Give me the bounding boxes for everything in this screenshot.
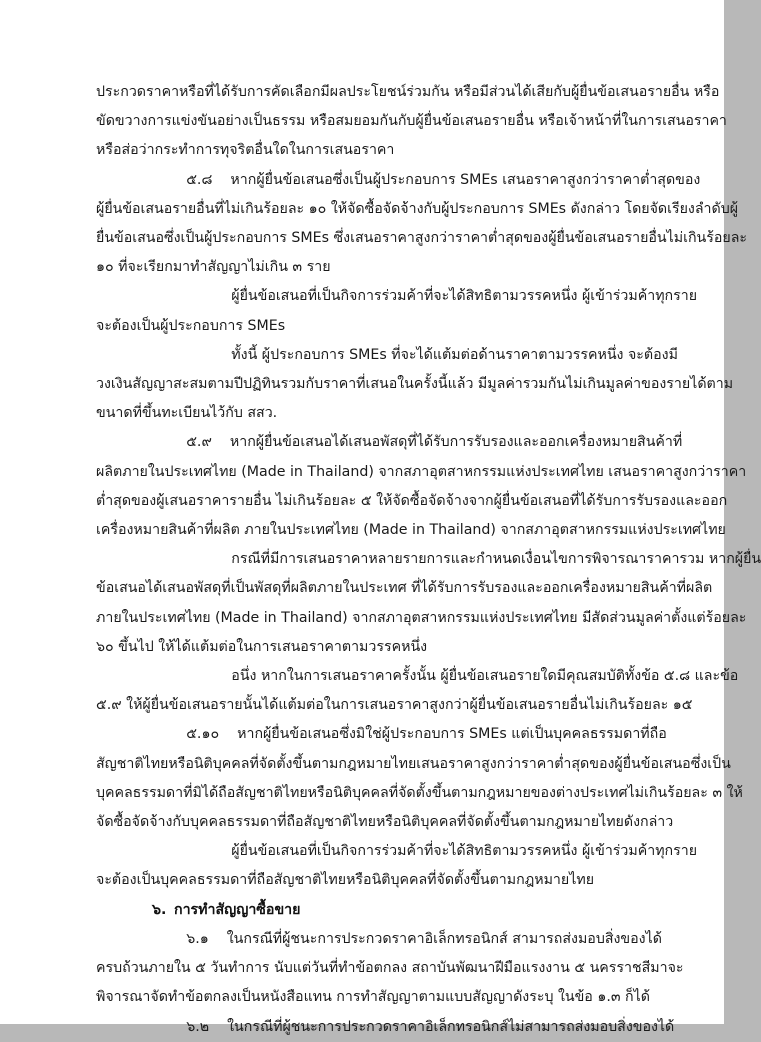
paragraph-line: ผู้ยื่นข้อเสนอที่เป็นกิจการร่วมค้าที่จะได้สิทธิตามวรรคหนึ่ง ผู้เข้าร่วมค้าทุกราย	[96, 843, 698, 860]
paragraph-line: สัญชาติไทยหรือนิติบุคคลที่จัดตั้งขึ้นตามกฎหมายไทยเสนอราคาสูงกว่าราคาต่ำสุดของผู้ยื่นข้อเสนอซึ่งเป็น	[96, 755, 731, 772]
paragraph-line: พิจารณาจัดทำข้อตกลงเป็นหนังสือแทน การทำสัญญาตามแบบสัญญาดังระบุ ในข้อ ๑.๓ ก็ได้	[96, 989, 650, 1006]
paragraph-line: กรณีที่มีการเสนอราคาหลายรายการและกำหนดเงื่อนไขการพิจารณาราคารวม หากผู้ยื่น	[96, 551, 761, 568]
paragraph-line: ๖.๒ ในกรณีที่ผู้ชนะการประกวดราคาอิเล็กทรอนิกส์ไม่สามารถส่งมอบสิ่งของได้	[96, 1018, 675, 1035]
paragraph-line: ต่ำสุดของผู้เสนอราคารายอื่น ไม่เกินร้อยละ ๕ ให้จัดซื้อจัดจ้างจากผู้ยื่นข้อเสนอที่ได้รับการรับรองและออก	[96, 492, 728, 509]
section-heading	[96, 896, 641, 925]
paragraph-line: ๖.๑ ในกรณีที่ผู้ชนะการประกวดราคาอิเล็กทรอนิกส์ สามารถส่งมอบสิ่งของได้	[96, 930, 662, 947]
paragraph-line: ข้อเสนอได้เสนอพัสดุที่เป็นพัสดุที่ผลิตภายในประเทศ ที่ได้รับการรับรองและออกเครื่องหมายสินค้าที่ผลิต	[96, 580, 713, 597]
section-heading-title: การทำสัญญาซื้อขาย	[174, 901, 301, 918]
paragraph-line: ผู้ยื่นข้อเสนอที่เป็นกิจการร่วมค้าที่จะได้สิทธิตามวรรคหนึ่ง ผู้เข้าร่วมค้าทุกราย	[96, 288, 698, 305]
paragraph-line: ๕.๑๐ หากผู้ยื่นข้อเสนอซึ่งมิใช่ผู้ประกอบการ SMEs แต่เป็นบุคคลธรรมดาที่ถือ	[96, 726, 667, 743]
paragraph-line: ขนาดที่ขึ้นทะเบียนไว้กับ สสว.	[96, 405, 278, 422]
document-body	[96, 78, 761, 1042]
section-heading-number: ๖.	[152, 901, 167, 918]
paragraph-line: บุคคลธรรมดาที่มิได้ถือสัญชาติไทยหรือนิติบุคคลที่จัดตั้งขึ้นตามกฎหมายของต่างประเทศไม่เกินร้อยละ ๓ ให้	[96, 784, 743, 801]
paragraph-line: ทั้งนี้ ผู้ประกอบการ SMEs ที่จะได้แต้มต่อด้านราคาตามวรรคหนึ่ง จะต้องมี	[96, 346, 678, 363]
paragraph-line: ประกวดราคาหรือที่ได้รับการคัดเลือกมีผลประโยชน์ร่วมกัน หรือมีส่วนได้เสียกับผู้ยื่นข้อเสนอรายอื่น หรือ	[96, 84, 720, 100]
paragraph-line: ผลิตภายในประเทศไทย (Made in Thailand) จากสภาอุตสาหกรรมแห่งประเทศไทย เสนอราคาสูงกว่าราคา	[96, 463, 747, 480]
paragraph-line: ๕.๙ ให้ผู้ยื่นข้อเสนอรายนั้นได้แต้มต่อในการเสนอราคาสูงกว่าผู้ยื่นข้อเสนอรายอื่นไม่เกินร้อยละ ๑๕	[96, 697, 693, 714]
paragraph-line: จะต้องเป็นบุคคลธรรมดาที่ถือสัญชาติไทยหรือนิติบุคคลที่จัดตั้งขึ้นตามกฎหมายไทย	[96, 872, 595, 889]
paragraph-line: วงเงินสัญญาสะสมตามปีปฏิทินรวมกับราคาที่เสนอในครั้งนี้แล้ว มีมูลค่ารวมกันไม่เกินมูลค่าของรายได้ตาม	[96, 376, 734, 393]
paragraph-line: จะต้องเป็นผู้ประกอบการ SMEs	[96, 317, 286, 334]
paragraph-line: ผู้ยื่นข้อเสนอรายอื่นที่ไม่เกินร้อยละ ๑๐ ให้จัดซื้อจัดจ้างกับผู้ประกอบการ SMEs ดังกล่าว โดยจัดเรียงลำดับผู้	[96, 200, 739, 217]
paragraph-line: ภายในประเทศไทย (Made in Thailand) จากสภาอุตสาหกรรมแห่งประเทศไทย มีสัดส่วนมูลค่าตั้งแต่ร้อยละ	[96, 609, 747, 626]
paragraph-line: เครื่องหมายสินค้าที่ผลิต ภายในประเทศไทย (Made in Thailand) จากสภาอุตสาหกรรมแห่งประเทศไทย	[96, 522, 726, 539]
paragraph-line: จัดซื้อจัดจ้างกับบุคคลธรรมดาที่ถือสัญชาติไทยหรือนิติบุคคลที่จัดตั้งขึ้นตามกฎหมายไทยดังกล่าว	[96, 814, 674, 831]
paragraph-line: หรือส่อว่ากระทำการทุจริตอื่นใดในการเสนอราคา	[96, 142, 395, 159]
paragraph-line: ๕.๙ หากผู้ยื่นข้อเสนอได้เสนอพัสดุที่ได้รับการรับรองและออกเครื่องหมายสินค้าที่	[96, 434, 683, 451]
paragraph-line: ๕.๘ หากผู้ยื่นข้อเสนอซึ่งเป็นผู้ประกอบการ SMEs เสนอราคาสูงกว่าราคาต่ำสุดของ	[96, 171, 701, 188]
paragraph-line: อนึ่ง หากในการเสนอราคาครั้งนั้น ผู้ยื่นข้อเสนอรายใดมีคุณสมบัติทั้งข้อ ๕.๘ และข้อ	[96, 668, 739, 685]
paragraph-line: ๑๐ ที่จะเรียกมาทำสัญญาไม่เกิน ๓ ราย	[96, 259, 331, 276]
paragraph-line: ขัดขวางการแข่งขันอย่างเป็นธรรม หรือสมยอมกันกับผู้ยื่นข้อเสนอรายอื่น หรือเจ้าหน้าที่ในการเสนอราคา	[96, 113, 727, 130]
paragraph-line: ยื่นข้อเสนอซึ่งเป็นผู้ประกอบการ SMEs ซึ่งเสนอราคาสูงกว่าราคาต่ำสุดของผู้ยื่นข้อเสนอรายอื่นไม่เกินร้อยละ	[96, 230, 748, 247]
paragraph-line: ๖๐ ขึ้นไป ให้ได้แต้มต่อในการเสนอราคาตามวรรคหนึ่ง	[96, 638, 428, 655]
paragraph-line: ครบถ้วนภายใน ๕ วันทำการ นับแต่วันที่ทำข้อตกลง สถาบันพัฒนาฝีมือแรงงาน ๕ นครราชสีมาจะ	[96, 960, 684, 977]
